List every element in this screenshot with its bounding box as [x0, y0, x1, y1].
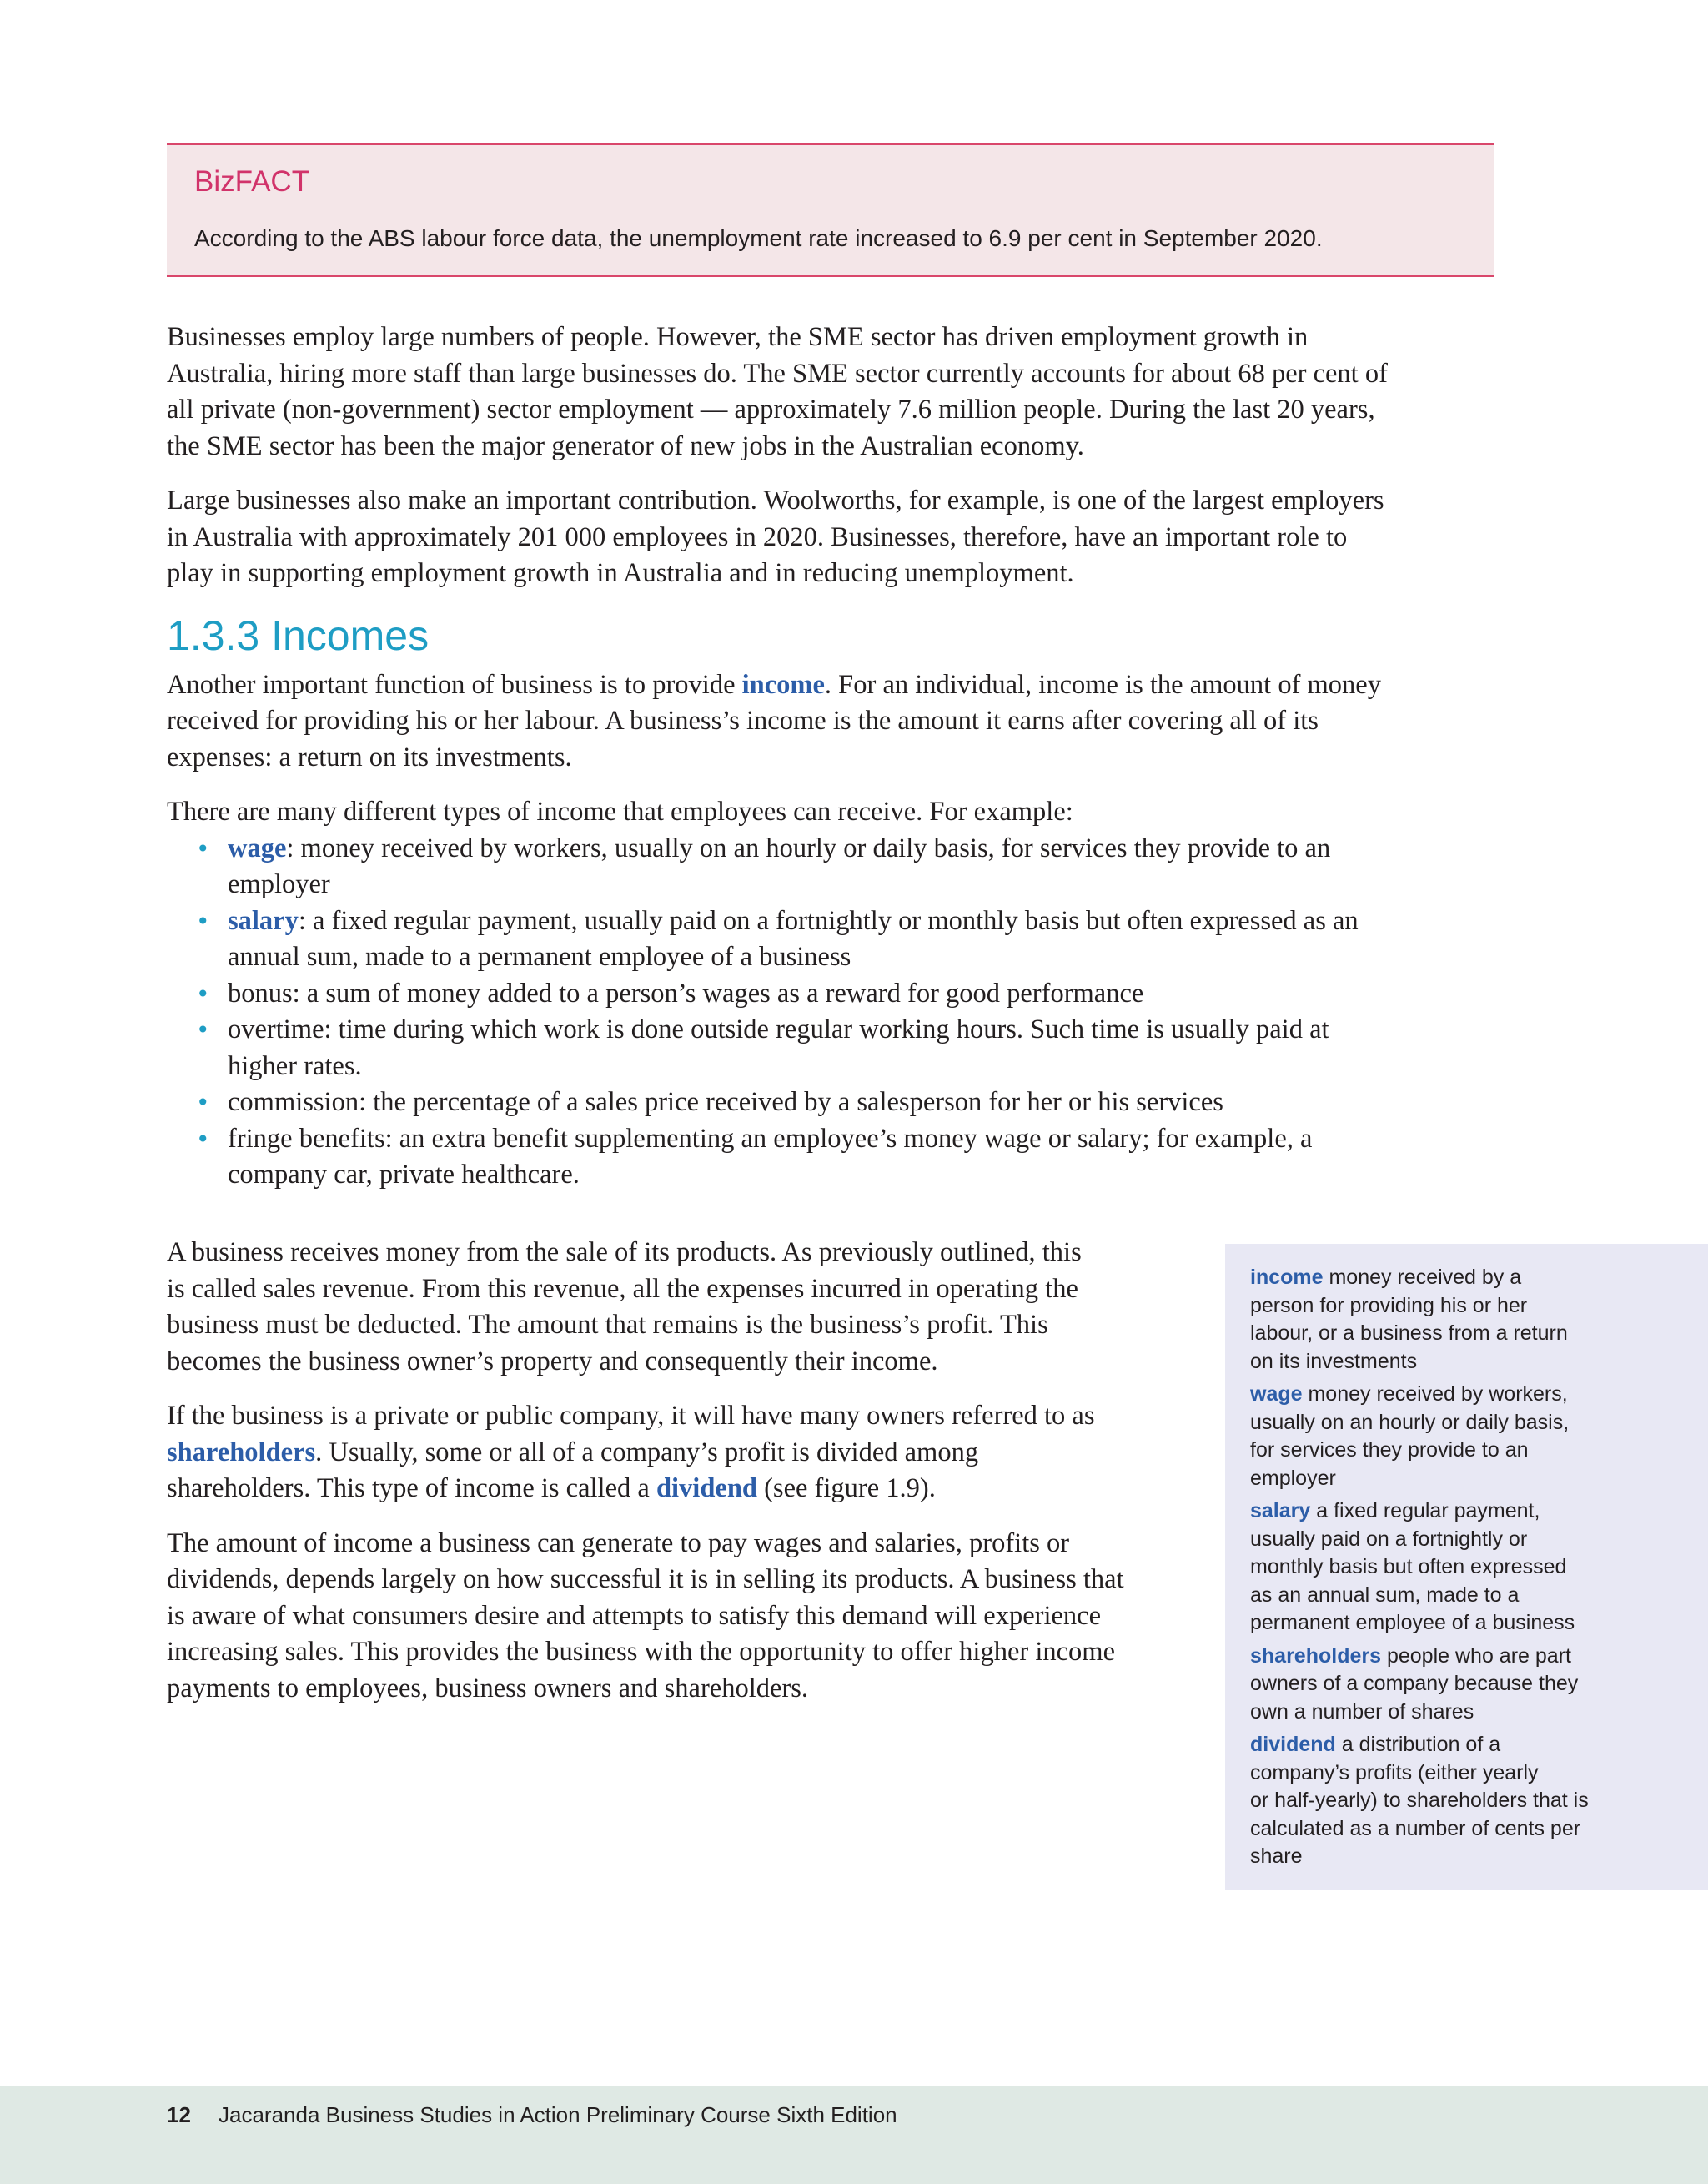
glossary-term: wage	[1250, 1382, 1303, 1406]
text-line: fringe benefits: an extra benefit supplementing an employee’s money wage or salary; for example, a	[228, 1123, 1313, 1154]
bullet-icon: •	[196, 1016, 210, 1044]
page-footer	[0, 2086, 1708, 2184]
text-segment: people who are part	[1381, 1643, 1571, 1668]
key-term-shareholders: shareholders	[167, 1437, 316, 1467]
text-line: received for providing his or her labour. A business’s income is the amount it earns after covering all of its	[167, 706, 1319, 736]
text-line: own a number of shares	[1250, 1699, 1474, 1724]
list-item-bonus	[167, 976, 1501, 1013]
text-line: owners of a company because they	[1250, 1672, 1579, 1695]
main-text	[167, 320, 1501, 1212]
text-line	[167, 1435, 1218, 1472]
glossary-sidebar	[1225, 1244, 1708, 1890]
text-segment: money received by workers,	[1302, 1382, 1568, 1406]
text-line: company’s profits (either yearly	[1250, 1760, 1539, 1784]
bullet-icon: •	[196, 979, 210, 1008]
text-line: in Australia with approximately 201 000 employees in 2020. Businesses, therefore, have an important role to	[167, 521, 1348, 552]
text-line	[167, 1471, 1218, 1507]
text-line	[1250, 1264, 1691, 1292]
text-segment: : a fixed regular payment, usually paid on a fortnightly or monthly basis but often expressed as an	[298, 905, 1359, 936]
paragraph-income-intro	[167, 667, 1501, 777]
text-line: as an annual sum, made to a	[1250, 1583, 1520, 1607]
text-line: There are many different types of income that employees can receive. For example:	[167, 797, 1073, 827]
paragraph-large-businesses	[167, 483, 1501, 592]
key-term-salary: salary	[228, 905, 299, 936]
text-line: higher rates.	[228, 1050, 362, 1081]
text-segment: shareholders. This type of income is called a	[167, 1473, 656, 1503]
text-line: If the business is a private or public company, it will have many owners referred to as	[167, 1401, 1095, 1431]
glossary-term: salary	[1250, 1499, 1311, 1522]
text-line: Australia, hiring more staff than large businesses do. The SME sector currently accounts for about 68 per cent of	[167, 358, 1388, 389]
text-line	[1250, 1497, 1691, 1526]
glossary-term: income	[1250, 1266, 1324, 1289]
list-item-overtime	[167, 1012, 1501, 1084]
text-line: calculated as a number of cents per	[1250, 1816, 1581, 1840]
text-line: employer	[1250, 1466, 1336, 1490]
list-item-commission	[167, 1084, 1501, 1121]
glossary-entry-dividend	[1250, 1731, 1691, 1871]
text-line: employer	[228, 869, 330, 899]
text-line: A business receives money from the sale of its products. As previously outlined, this	[167, 1237, 1082, 1267]
text-segment: : money received by workers, usually on an hourly or daily basis, for services they provide to an	[286, 833, 1331, 863]
lower-text	[167, 1235, 1218, 1725]
paragraph-types-intro	[167, 794, 1501, 831]
text-line: increasing sales. This provides the business with the opportunity to offer higher income	[167, 1637, 1115, 1667]
text-line: is called sales revenue. From this revenue, all the expenses incurred in operating the	[167, 1273, 1078, 1304]
text-line: share	[1250, 1844, 1303, 1868]
text-line	[1250, 1643, 1691, 1671]
text-line: permanent employee of a business	[1250, 1611, 1575, 1634]
list-item-wage	[167, 831, 1501, 903]
glossary-term: dividend	[1250, 1733, 1336, 1756]
paragraph-shareholders	[167, 1398, 1218, 1507]
bizfact-text: According to the ABS labour force data, the unemployment rate increased to 6.9 per cent in September 2020.	[194, 225, 1323, 251]
text-line: usually paid on a fortnightly or	[1250, 1527, 1528, 1551]
text-line: play in supporting employment growth in Australia and in reducing unemployment.	[167, 558, 1074, 588]
list-item-salary	[167, 903, 1501, 976]
paragraph-sme-employment	[167, 320, 1501, 465]
text-line: or half-yearly) to shareholders that is	[1250, 1789, 1589, 1812]
text-line: The amount of income a business can generate to pay wages and salaries, profits or	[167, 1527, 1070, 1558]
text-line: on its investments	[1250, 1349, 1418, 1373]
text-line: Large businesses also make an important contribution. Woolworths, for example, is one of the largest employers	[167, 486, 1384, 516]
glossary-entry-shareholders	[1250, 1643, 1691, 1727]
text-segment: a fixed regular payment,	[1310, 1499, 1540, 1522]
text-line: Businesses employ large numbers of people. However, the SME sector has driven employment growth in	[167, 322, 1309, 352]
bullet-icon: •	[196, 1089, 210, 1116]
text-line: annual sum, made to a permanent employee of a business	[228, 942, 851, 972]
text-line: the SME sector has been the major generator of new jobs in the Australian economy.	[167, 430, 1084, 461]
text-segment: (see figure 1.9).	[756, 1473, 936, 1503]
book-title: Jacaranda Business Studies in Action Preliminary Course Sixth Edition	[219, 2102, 897, 2127]
text-line: usually on an hourly or daily basis,	[1250, 1410, 1570, 1434]
key-term-dividend: dividend	[656, 1473, 757, 1503]
text-segment: Another important function of business is to provide	[167, 669, 742, 700]
text-line: business must be deducted. The amount that remains is the business’s profit. This	[167, 1310, 1048, 1340]
text-line: monthly basis but often expressed	[1250, 1555, 1567, 1578]
text-line: bonus: a sum of money added to a person’s wages as a reward for good performance	[228, 978, 1144, 1009]
income-types-list	[167, 831, 1501, 1194]
text-line: company car, private healthcare.	[228, 1160, 580, 1190]
text-line: is aware of what consumers desire and attempts to satisfy this demand will experience	[167, 1600, 1102, 1631]
key-term-wage: wage	[228, 833, 287, 863]
text-line: becomes the business owner’s property and consequently their income.	[167, 1346, 938, 1376]
bullet-icon: •	[196, 1125, 210, 1153]
text-line	[167, 667, 1501, 704]
text-line: for services they provide to an	[1250, 1438, 1529, 1462]
list-item-fringe-benefits	[167, 1121, 1501, 1194]
text-line: all private (non-government) sector employment — approximately 7.6 million people. During the last 20 years,	[167, 395, 1375, 425]
bullet-icon: •	[196, 907, 210, 935]
glossary-term: shareholders	[1250, 1643, 1382, 1668]
bizfact-box	[167, 143, 1494, 277]
glossary-entry-income	[1250, 1264, 1691, 1376]
text-line: payments to employees, business owners and shareholders.	[167, 1673, 809, 1703]
section-heading: 1.3.3 Incomes	[167, 611, 430, 659]
bizfact-title: BizFACT	[194, 165, 310, 198]
glossary-entry-wage	[1250, 1381, 1691, 1492]
glossary-entry-salary	[1250, 1497, 1691, 1638]
text-segment: money received by a	[1323, 1266, 1522, 1289]
key-term-income: income	[741, 669, 825, 700]
text-segment: a distribution of a	[1335, 1733, 1501, 1756]
text-line: person for providing his or her	[1250, 1293, 1528, 1317]
text-segment: . For an individual, income is the amount of money	[824, 669, 1381, 700]
page-number: 12	[167, 2102, 191, 2127]
text-line	[228, 831, 1501, 868]
text-line	[1250, 1731, 1691, 1759]
paragraph-sales-revenue	[167, 1235, 1218, 1380]
bullet-icon: •	[196, 834, 210, 863]
text-line: commission: the percentage of a sales price received by a salesperson for her or his services	[228, 1087, 1223, 1117]
text-line: labour, or a business from a return	[1250, 1321, 1568, 1345]
paragraph-income-generation	[167, 1526, 1218, 1708]
text-line: overtime: time during which work is done outside regular working hours. Such time is usually paid at	[228, 1014, 1329, 1044]
text-line	[228, 903, 1501, 940]
text-segment: . Usually, some or all of a company’s profit is divided among	[315, 1437, 979, 1467]
text-line: dividends, depends largely on how successful it is in selling its products. A business that	[167, 1564, 1124, 1594]
text-line: expenses: a return on its investments.	[167, 742, 572, 772]
text-line	[1250, 1381, 1691, 1409]
